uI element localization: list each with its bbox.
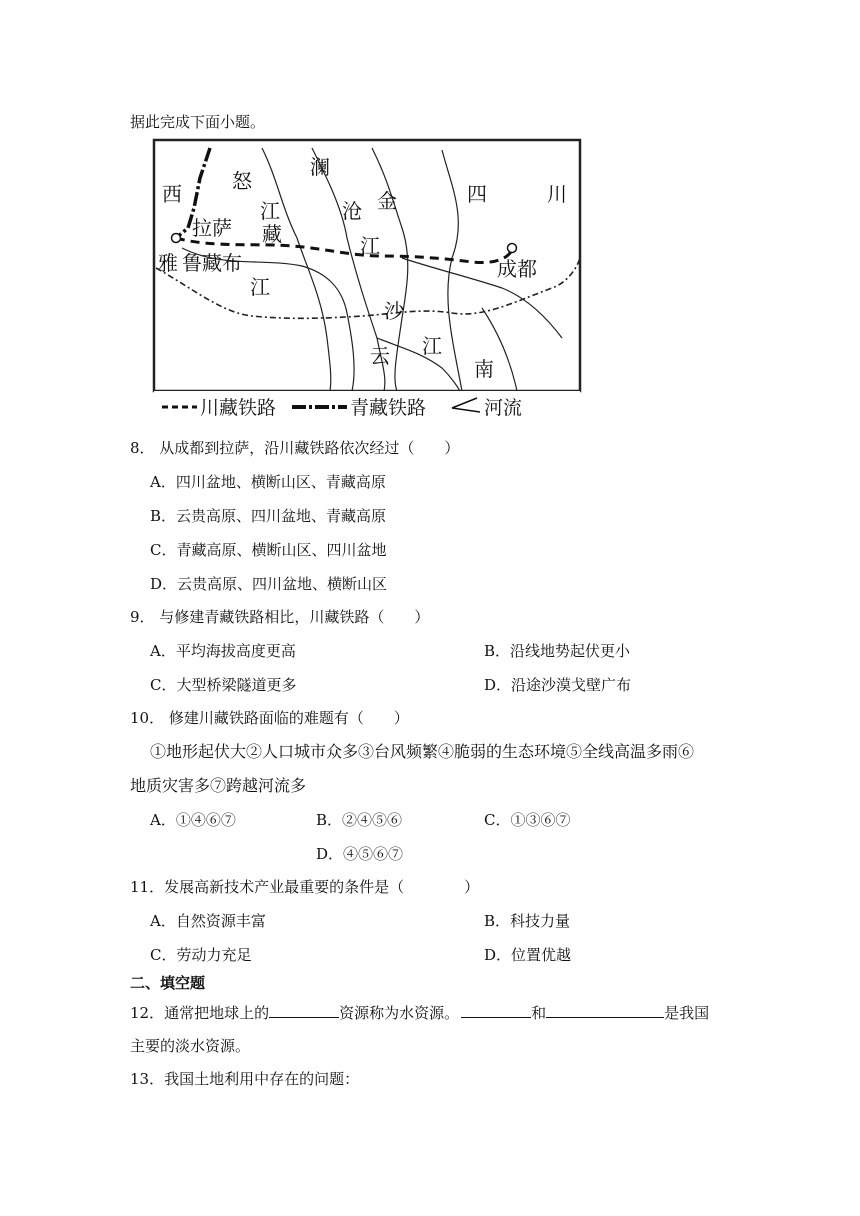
q12-blank-2[interactable] (461, 1002, 531, 1018)
q8-stem: 8． 从成都到拉萨，沿川藏铁路依次经过（ ） (130, 439, 460, 457)
q11-option-d[interactable]: D．位置优越 (484, 946, 572, 964)
map-label-si: 四 (467, 182, 487, 206)
q12-blank-1[interactable] (269, 1002, 339, 1018)
map-label-chuan: 川 (547, 182, 567, 206)
map-label-lasa: 拉萨 (192, 216, 232, 240)
q12-line1 (130, 1002, 709, 1023)
map-label-cang: 沧 (342, 199, 362, 223)
map-label-nu: 怒 (232, 169, 252, 193)
map-label-jiang-lancang: 江 (360, 234, 380, 258)
q10-stem: 10． 修建川藏铁路面临的难题有（ ） (130, 709, 409, 727)
map-label-jiang-yarlung: 江 (250, 275, 270, 299)
section-heading-fill-in: 二、填空题 (130, 974, 206, 992)
map-label-zang: 藏 (262, 222, 282, 246)
q12-blank-3[interactable] (546, 1002, 664, 1018)
map-label-lan: 澜 (310, 155, 330, 179)
map-label-chengdu: 成都 (497, 257, 537, 281)
q8-option-d[interactable]: D．云贵高原、四川盆地、横断山区 (150, 575, 388, 593)
q8-option-b[interactable]: B．云贵高原、四川盆地、青藏高原 (150, 507, 387, 525)
chengdu-city-marker (508, 244, 517, 253)
q9-stem: 9． 与修建青藏铁路相比，川藏铁路（ ） (130, 608, 430, 626)
q13-stem: 13．我国土地利用中存在的问题： (130, 1070, 360, 1088)
q10-option-a[interactable]: A．①④⑥⑦ (150, 811, 236, 829)
q9-option-a[interactable]: A．平均海拔高度更高 (150, 642, 296, 660)
q10-items-line1: ①地形起伏大②人口城市众多③台风频繁④脆弱的生态环境⑤全线高温多雨⑥ (150, 742, 695, 761)
map-label-xi: 西 (162, 182, 182, 206)
map-label-jin: 金 (377, 189, 397, 213)
map-label-nan: 南 (474, 357, 494, 381)
q11-option-c[interactable]: C．劳动力充足 (150, 946, 252, 964)
q8-option-c[interactable]: C．青藏高原、横断山区、四川盆地 (150, 541, 387, 559)
q11-option-a[interactable]: A．自然资源丰富 (150, 912, 266, 930)
q11-option-b[interactable]: B．科技力量 (484, 912, 571, 930)
q10-items-line2: 地质灾害多⑦跨越河流多 (130, 776, 307, 795)
q8-option-a[interactable]: A．四川盆地、横断山区、青藏高原 (150, 473, 386, 491)
q10-option-b[interactable]: B．②④⑤⑥ (316, 811, 403, 829)
map-label-jiang-nu: 江 (260, 199, 280, 223)
map-label-sha: 沙 (384, 299, 404, 323)
q11-stem: 11．发展高新技术产业最重要的条件是（ ） (130, 878, 480, 896)
q10-option-c[interactable]: C．①③⑥⑦ (484, 811, 571, 829)
q12-part4: 是我国 (664, 1004, 710, 1022)
q12-part2: 资源称为水资源。 (339, 1004, 460, 1022)
map-label-yun: 云 (370, 344, 390, 368)
q10-option-d[interactable]: D．④⑤⑥⑦ (316, 845, 404, 863)
legend-qinghai-tibet-railway: 青藏铁路 (350, 397, 427, 419)
q9-option-d[interactable]: D．沿途沙漠戈壁广布 (484, 676, 632, 694)
q9-option-c[interactable]: C．大型桥梁隧道更多 (150, 676, 297, 694)
map-label-lu-zang-bu: 鲁藏布 (182, 251, 242, 275)
lasa-city-marker (172, 234, 181, 243)
map-label-ya: 雅 (158, 251, 178, 275)
intro-text: 据此完成下面小题。 (130, 113, 266, 131)
q12-line2: 主要的淡水资源。 (130, 1037, 251, 1055)
legend-sichuan-tibet-railway: 川藏铁路 (200, 397, 277, 419)
map-label-jiang-jinsha: 江 (422, 334, 442, 358)
q12-part3: 和 (531, 1004, 547, 1022)
q9-option-b[interactable]: B．沿线地势起伏更小 (484, 642, 631, 660)
railway-map (152, 138, 582, 420)
legend-river: 河流 (484, 397, 523, 419)
q12-part1: 12．通常把地球上的 (130, 1004, 270, 1022)
